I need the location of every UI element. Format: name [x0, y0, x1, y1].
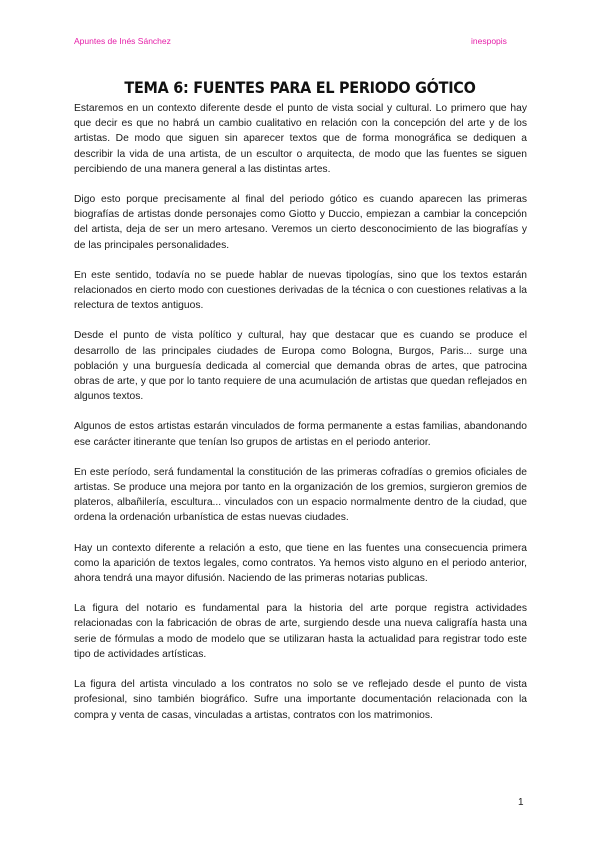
page-number: 1 — [518, 797, 524, 808]
paragraph: Digo esto porque precisamente al final del periodo gótico es cuando aparecen las primeras biografías de artistas donde personajes como Giotto y Duccio, empiezan a cambiar la concepción del artista, deja de ser un mero artesano. Veremos un cierto desconocimiento de las biografías y de las principales personalidades. — [74, 194, 527, 251]
paragraph: La figura del artista vinculado a los contratos no solo se ve reflejado desde el punto de vista profesional, sino también biográfico. Sufre una importante documentación relacionada con la compra y venta de casas, vinculadas a artistas, contratos con los matrimonios. — [74, 679, 527, 721]
paragraph: En este sentido, todavía no se puede hablar de nuevas tipologías, sino que los textos estarán relacionados en cierto modo con cuestiones derivadas de la técnica o con cuestiones relativas a la relectura de textos antiguos. — [74, 269, 527, 312]
paragraph: Algunos de estos artistas estarán vinculados de forma permanente a estas familias, abandonando ese carácter itinerante que tenían lso grupos de artistas en el periodo anterior. — [74, 421, 527, 448]
header-handle: inespopis — [471, 36, 507, 46]
paragraph: En este período, será fundamental la constitución de las primeras cofradías o gremios oficiales de artistas. Se produce una mejora por tanto en la organización de los gremios, surgieron gremios de plateros, albañilería, escultura... vinculados con un espacio normalmente dentro de la ciudad, que ordena la ordenación urbanística de estas nuevas ciudades. — [74, 466, 527, 524]
page-header — [74, 36, 526, 50]
paragraph: La figura del notario es fundamental para la historia del arte porque registra actividades relacionadas con la fabricación de obras de arte, surgiendo desde una nueva caligrafía hasta una serie de fórmulas a modo de modelo que se utilizaran hasta la actualidad para registrar todo este tipo de actividades artísticas. — [74, 603, 527, 660]
header-author: Apuntes de Inés Sánchez — [74, 36, 171, 46]
document-title: TEMA 6: FUENTES PARA EL PERIODO GÓTICO — [124, 78, 476, 97]
paragraph: Desde el punto de vista político y cultural, hay que destacar que es cuando se produce el desarrollo de las principales ciudades de Europa como Bologna, Burgos, Paris... surge una población y una burguesía dedicada al comercial que demanda obras de artes, que patrocina obras de arte, y que por lo tanto requiere de una acumulación de artistas que quedan reflejados en algunos textos. — [74, 330, 527, 403]
paragraph: Estaremos en un contexto diferente desde el punto de vista social y cultural. Lo primero que hay que decir es que no habrá un cambio cualitativo en relación con la concepción del arte y de los artistas. De modo que siguen sin aparecer textos que de forma monográfica se dediquen a describir la vida de una artista, de un escultor o arquitecta, de modo que las fuentes se siguen percibiendo de una manera general a las distintas artes. — [74, 103, 527, 175]
paragraph: Hay un contexto diferente a relación a esto, que tiene en las fuentes una consecuencia primera como la aparición de textos legales, como contratos. Ya hemos visto alguno en el periodo anterior, ahora tendrá una mayor difusión. Naciendo de las primeras notarias publicas. — [74, 542, 527, 585]
document-body — [74, 101, 527, 738]
